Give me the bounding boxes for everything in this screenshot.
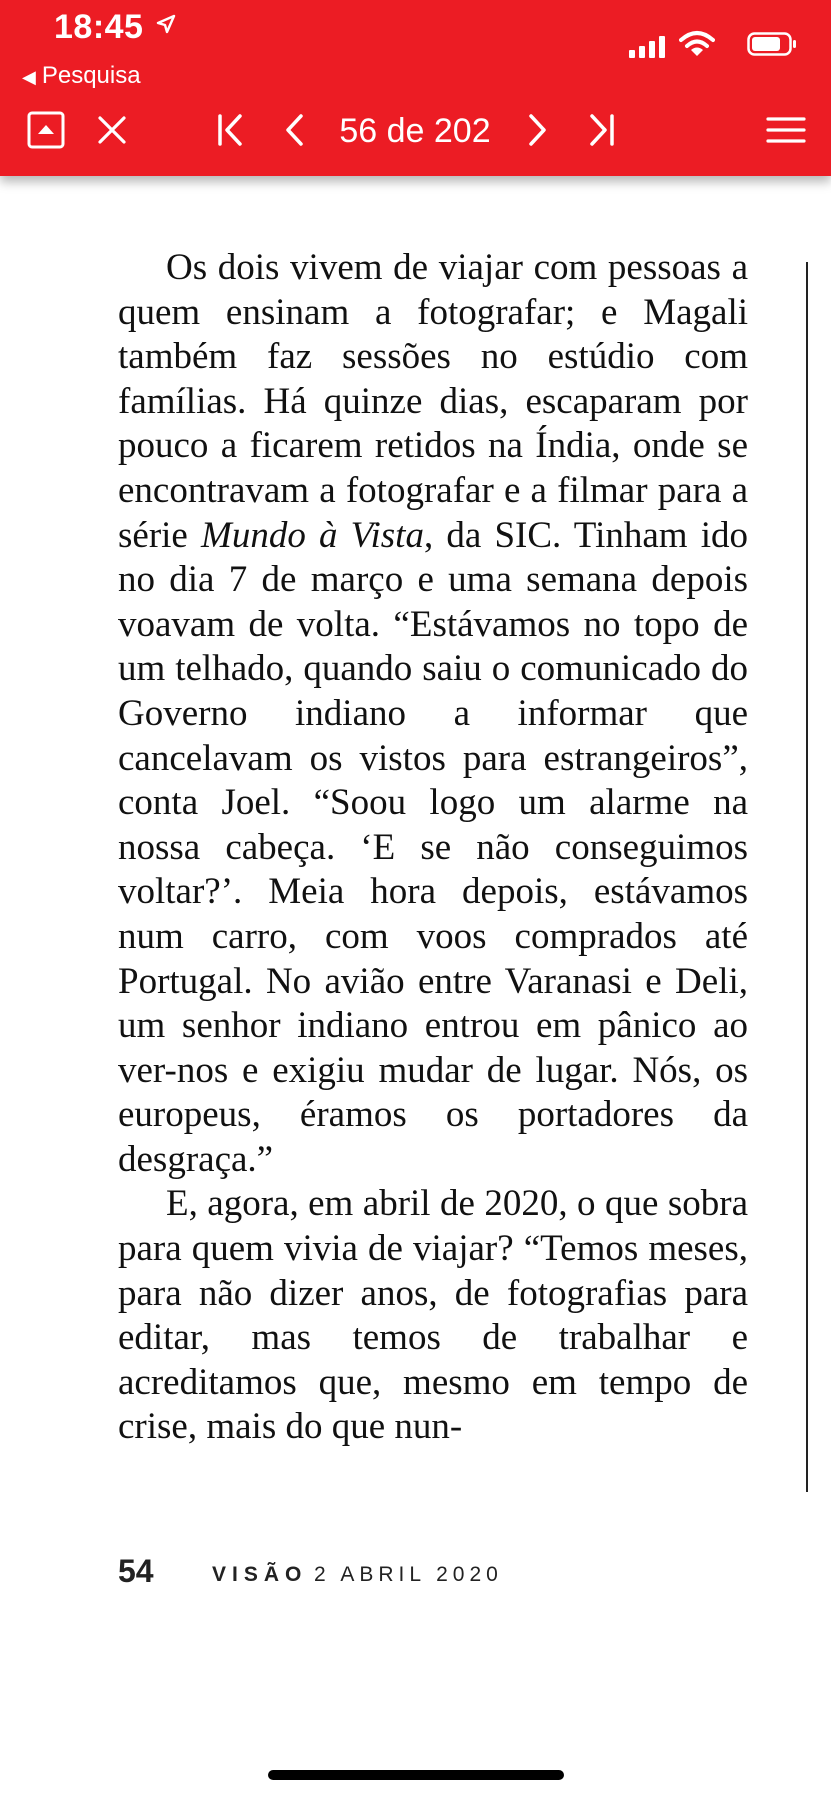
column-divider [806, 262, 808, 1492]
close-icon [97, 115, 127, 150]
next-page-icon [527, 113, 549, 152]
menu-button[interactable] [764, 106, 808, 158]
last-page-icon [586, 113, 616, 152]
page-up-icon [27, 111, 65, 154]
wifi-icon [679, 30, 715, 63]
menu-icon [766, 115, 806, 150]
next-page-button[interactable] [520, 106, 556, 158]
back-to-app-link[interactable] [22, 62, 141, 90]
home-indicator[interactable] [268, 1770, 564, 1780]
status-time: 18:45 [54, 8, 144, 46]
article-paragraph [118, 246, 748, 1182]
first-page-button[interactable] [212, 106, 250, 158]
paragraph-text: Os dois vivem de viajar com pessoas a quem ensinam a fotografar; e Magali também faz sessões no estúdio com famílias. Há quinze dias, escaparam por pouco a ficarem retidos na Índia, onde se encontravam a fotografar e a filmar para a série [118, 247, 748, 556]
previous-page-icon [283, 113, 305, 152]
back-triangle-icon: ◀ [22, 67, 36, 87]
page-indicator: 56 de 202 [339, 112, 491, 150]
back-app-label: Pesquisa [41, 62, 141, 89]
top-toolbar [0, 0, 831, 176]
close-button[interactable] [92, 106, 132, 158]
magazine-name: VISÃO [212, 1563, 308, 1586]
paragraph-text: , da SIC. Tinham ido no dia 7 de março e uma semana depois voavam de volta. “Estávamos no topo de um telhado, quando saiu o comunicado do Governo indiano a informar que cancelavam os vistos para estrangeiros”, conta Joel. “Soou logo um alarme na nossa cabeça. ‘E se não conseguimos voltar?’. Meia hora depois, estávamos num carro, com voos comprados até Portugal. No avião entre Varanasi e Deli, um senhor indiano entrou em pânico ao ver-nos e exigiu mudar de lugar. Nós, os europeus, éramos os portadores da desgraça.” [118, 514, 748, 1180]
last-page-button[interactable] [582, 106, 620, 158]
previous-page-button[interactable] [276, 106, 312, 158]
battery-icon [747, 32, 797, 56]
page-number: 54 [118, 1553, 154, 1589]
reader-navigation [0, 106, 831, 162]
page-up-button[interactable] [26, 106, 66, 158]
series-title: Mundo à Vista [201, 514, 424, 556]
issue-date: 2 ABRIL 2020 [314, 1563, 503, 1586]
first-page-icon [216, 113, 246, 152]
signal-icon [629, 36, 669, 58]
status-indicators [567, 30, 797, 60]
article-body [118, 246, 748, 1450]
location-arrow-icon [156, 14, 176, 39]
article-paragraph: E, agora, em abril de 2020, o que sobra para quem vivia de viajar? “Temos meses, para não dizer anos, de fotografias para editar, mas temos de trabalhar e acreditamos que, mesmo em tempo de crise, mais do que nun- [118, 1183, 748, 1448]
